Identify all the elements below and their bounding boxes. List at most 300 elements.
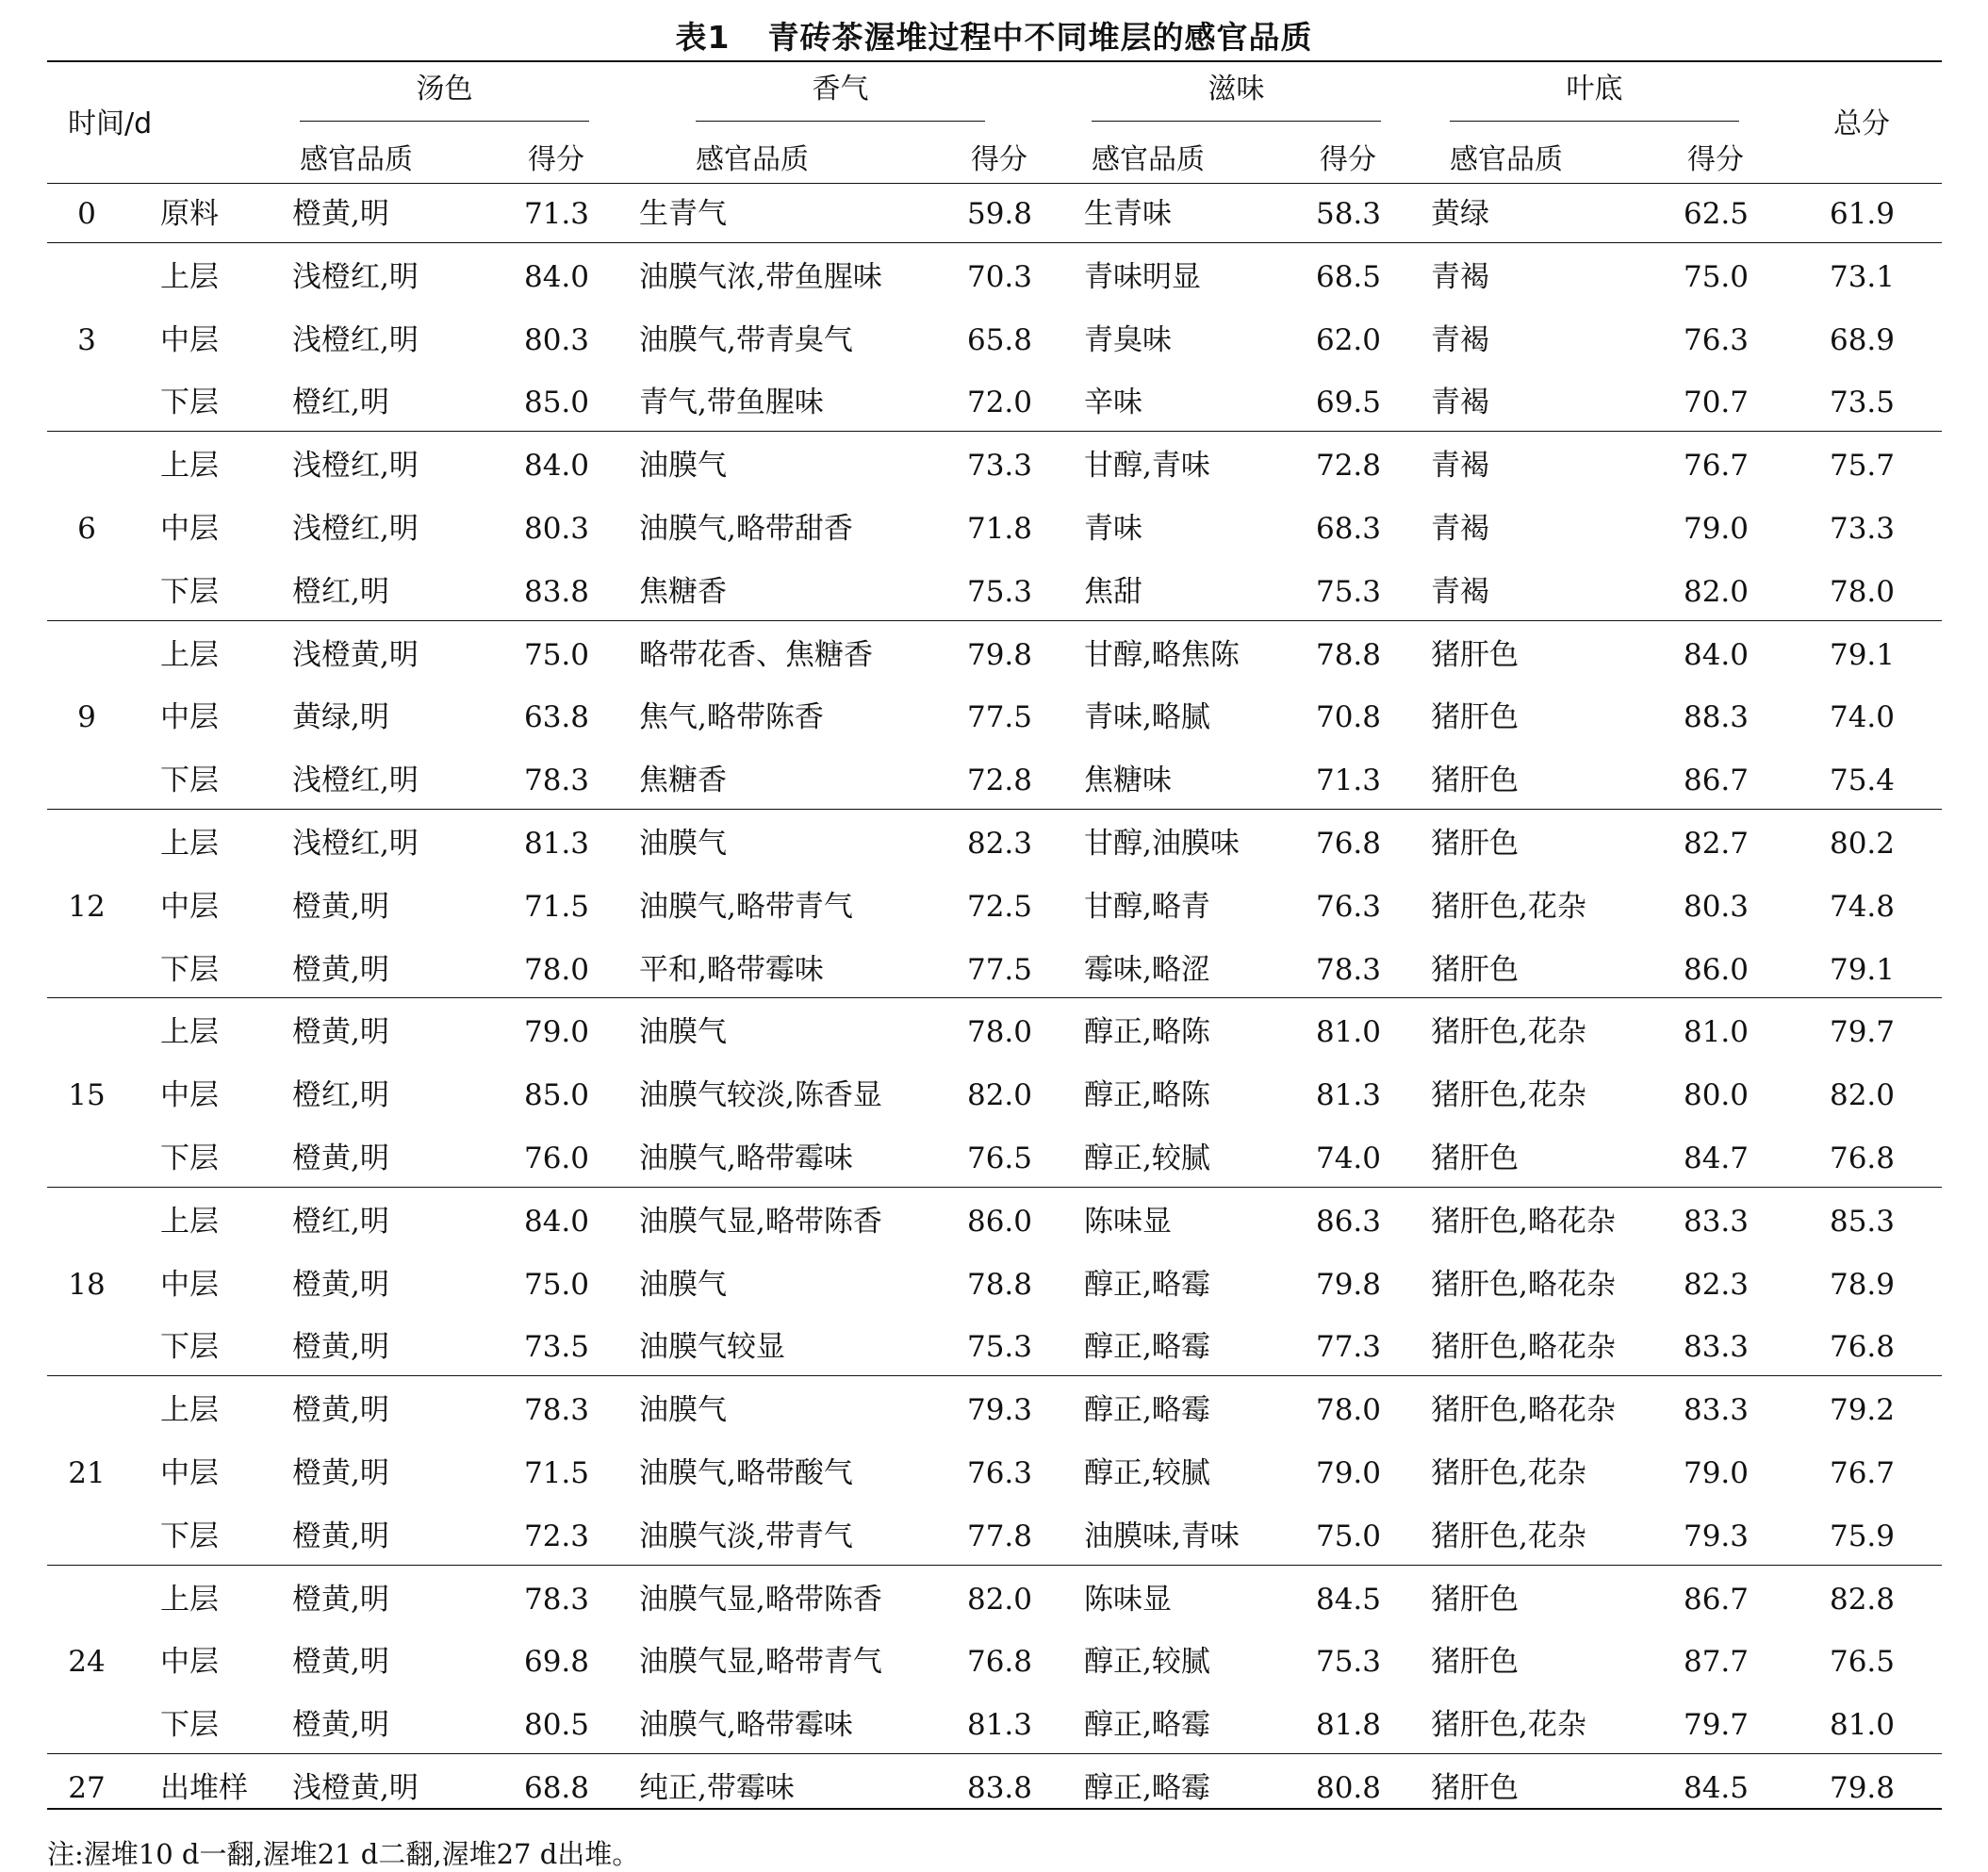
liquor-color-score: 75.0 [523, 637, 589, 672]
liquor-color-quality: 浅橙红,明 [292, 259, 419, 294]
liquor-color-score: 78.3 [523, 764, 589, 798]
aroma-score: 72.5 [966, 889, 1032, 924]
leaf-quality: 猪肝色 [1431, 764, 1519, 798]
taste-score: 68.3 [1315, 512, 1381, 546]
liquor-color-score: 85.0 [523, 1078, 589, 1113]
aroma-score: 79.3 [966, 1393, 1032, 1428]
taste-quality: 陈味显 [1084, 1204, 1172, 1239]
layer-label: 上层 [160, 1393, 219, 1428]
taste-quality: 辛味 [1084, 386, 1142, 420]
taste-quality: 油膜味,青味 [1084, 1519, 1240, 1553]
time-label: 0 [77, 197, 96, 231]
leaf-score: 84.0 [1683, 637, 1749, 672]
layer-label: 中层 [160, 1645, 219, 1680]
liquor-color-score: 72.3 [523, 1519, 589, 1553]
taste-quality: 醇正,略霉 [1084, 1393, 1210, 1428]
leaf-score: 82.0 [1683, 574, 1749, 609]
total-score: 73.1 [1829, 259, 1895, 294]
aroma-quality: 油膜气,带青臭气 [639, 322, 853, 357]
leaf-score: 70.7 [1683, 386, 1749, 420]
taste-quality: 醇正,略陈 [1084, 1015, 1210, 1050]
time-label: 12 [68, 889, 106, 924]
layer-label: 下层 [160, 1330, 219, 1365]
layer-label: 上层 [160, 637, 219, 672]
liquor-color-score: 80.5 [523, 1708, 589, 1743]
liquor-color-quality: 浅橙红,明 [292, 449, 419, 484]
layer-label: 下层 [160, 386, 219, 420]
taste-score: 74.0 [1315, 1141, 1381, 1175]
liquor-color-quality: 橙红,明 [292, 1078, 389, 1113]
group-separator [47, 431, 1942, 432]
liquor-color-quality: 浅橙红,明 [292, 322, 419, 357]
liquor-color-score: 71.5 [523, 1456, 589, 1490]
taste-quality: 陈味显 [1084, 1582, 1172, 1617]
taste-quality: 青臭味 [1084, 322, 1172, 357]
taste-quality: 醇正,略霉 [1084, 1771, 1210, 1805]
leaf-score: 83.3 [1683, 1204, 1749, 1239]
aroma-score: 83.8 [966, 1771, 1032, 1805]
leaf-quality: 猪肝色,略花杂 [1431, 1267, 1616, 1302]
total-score: 68.9 [1829, 322, 1895, 357]
leaf-quality: 黄绿 [1431, 197, 1489, 231]
liquor-color-quality: 橙黄,明 [292, 1456, 389, 1490]
taste-score: 76.3 [1315, 889, 1381, 924]
total-score: 74.0 [1829, 700, 1895, 735]
liquor-color-score: 78.3 [523, 1582, 589, 1617]
taste-quality: 醇正,略霉 [1084, 1708, 1210, 1743]
layer-label: 中层 [160, 1267, 219, 1302]
taste-score: 79.8 [1315, 1267, 1381, 1302]
aroma-score: 77.5 [966, 700, 1032, 735]
leaf-score: 86.7 [1683, 1582, 1749, 1617]
aroma-quality: 油膜气 [639, 449, 727, 484]
taste-score: 81.3 [1315, 1078, 1381, 1113]
header-sub-quality: 感官品质 [1092, 143, 1205, 176]
aroma-score: 65.8 [966, 322, 1032, 357]
taste-quality: 青味 [1084, 512, 1142, 546]
leaf-score: 84.5 [1683, 1771, 1749, 1805]
total-score: 76.8 [1829, 1330, 1895, 1365]
aroma-score: 78.8 [966, 1267, 1032, 1302]
liquor-color-score: 75.0 [523, 1267, 589, 1302]
header-sub-score: 得分 [1320, 143, 1376, 176]
total-score: 76.7 [1829, 1456, 1895, 1490]
leaf-quality: 猪肝色 [1431, 1771, 1519, 1805]
aroma-quality: 油膜气 [639, 827, 727, 861]
leaf-quality: 猪肝色 [1431, 1141, 1519, 1175]
liquor-color-score: 80.3 [523, 512, 589, 546]
liquor-color-quality: 浅橙黄,明 [292, 1771, 419, 1805]
header-group: 香气 [812, 73, 869, 106]
aroma-score: 86.0 [966, 1204, 1032, 1239]
aroma-score: 82.0 [966, 1582, 1032, 1617]
aroma-quality: 油膜气,略带甜香 [639, 512, 853, 546]
leaf-quality: 猪肝色 [1431, 637, 1519, 672]
leaf-quality: 猪肝色 [1431, 700, 1519, 735]
top-rule [47, 60, 1942, 62]
total-score: 79.1 [1829, 952, 1895, 987]
liquor-color-score: 78.0 [523, 952, 589, 987]
leaf-quality: 青褐 [1431, 449, 1489, 484]
leaf-quality: 猪肝色 [1431, 1582, 1519, 1617]
layer-label: 上层 [160, 1582, 219, 1617]
taste-quality: 醇正,较腻 [1084, 1456, 1210, 1490]
time-label: 6 [77, 512, 96, 546]
layer-label: 上层 [160, 827, 219, 861]
liquor-color-quality: 浅橙红,明 [292, 764, 419, 798]
leaf-score: 84.7 [1683, 1141, 1749, 1175]
time-label: 15 [68, 1078, 106, 1113]
total-score: 74.8 [1829, 889, 1895, 924]
liquor-color-quality: 浅橙红,明 [292, 827, 419, 861]
group-underline [696, 121, 985, 122]
table-title [0, 13, 1988, 57]
liquor-color-quality: 橙黄,明 [292, 1393, 389, 1428]
header-sub-quality: 感官品质 [300, 143, 413, 176]
layer-label: 中层 [160, 889, 219, 924]
layer-label: 下层 [160, 764, 219, 798]
aroma-score: 82.0 [966, 1078, 1032, 1113]
taste-score: 84.5 [1315, 1582, 1381, 1617]
aroma-score: 77.8 [966, 1519, 1032, 1553]
layer-label: 出堆样 [160, 1771, 248, 1805]
taste-quality: 醇正,略陈 [1084, 1078, 1210, 1113]
liquor-color-quality: 浅橙黄,明 [292, 637, 419, 672]
leaf-quality: 猪肝色,花杂 [1431, 1456, 1586, 1490]
leaf-score: 86.7 [1683, 764, 1749, 798]
leaf-quality: 猪肝色,略花杂 [1431, 1330, 1616, 1365]
time-label: 9 [77, 700, 96, 735]
time-label: 27 [68, 1771, 106, 1805]
leaf-score: 80.3 [1683, 889, 1749, 924]
leaf-score: 83.3 [1683, 1393, 1749, 1428]
layer-label: 中层 [160, 1456, 219, 1490]
taste-quality: 甘醇,油膜味 [1084, 827, 1240, 861]
aroma-score: 70.3 [966, 259, 1032, 294]
liquor-color-score: 81.3 [523, 827, 589, 861]
liquor-color-score: 80.3 [523, 322, 589, 357]
taste-quality: 焦糖味 [1084, 764, 1172, 798]
taste-score: 78.0 [1315, 1393, 1381, 1428]
taste-quality: 焦甜 [1084, 574, 1142, 609]
time-label: 3 [77, 322, 96, 357]
layer-label: 中层 [160, 700, 219, 735]
time-label: 18 [68, 1267, 106, 1302]
leaf-score: 82.7 [1683, 827, 1749, 861]
layer-label: 下层 [160, 1519, 219, 1553]
leaf-quality: 猪肝色 [1431, 952, 1519, 987]
group-separator [47, 1753, 1942, 1754]
taste-quality: 醇正,略霉 [1084, 1330, 1210, 1365]
liquor-color-quality: 橙黄,明 [292, 1015, 389, 1050]
header-time: 时间/d [68, 107, 153, 140]
aroma-quality: 油膜气显,略带青气 [639, 1645, 882, 1680]
total-score: 80.2 [1829, 827, 1895, 861]
taste-score: 79.0 [1315, 1456, 1381, 1490]
leaf-quality: 青褐 [1431, 322, 1489, 357]
liquor-color-score: 68.8 [523, 1771, 589, 1805]
aroma-score: 75.3 [966, 574, 1032, 609]
liquor-color-score: 63.8 [523, 700, 589, 735]
header-group: 滋味 [1208, 73, 1265, 106]
liquor-color-quality: 橙红,明 [292, 386, 389, 420]
total-score: 61.9 [1829, 197, 1895, 231]
group-separator [47, 1375, 1942, 1376]
layer-label: 下层 [160, 574, 219, 609]
layer-label: 下层 [160, 952, 219, 987]
layer-label: 上层 [160, 449, 219, 484]
aroma-quality: 油膜气,略带霉味 [639, 1141, 853, 1175]
taste-score: 76.8 [1315, 827, 1381, 861]
aroma-score: 59.8 [966, 197, 1032, 231]
total-score: 85.3 [1829, 1204, 1895, 1239]
header-rule [47, 183, 1942, 184]
total-score: 78.0 [1829, 574, 1895, 609]
aroma-quality: 油膜气 [639, 1015, 727, 1050]
aroma-score: 78.0 [966, 1015, 1032, 1050]
leaf-quality: 青褐 [1431, 259, 1489, 294]
total-score: 79.7 [1829, 1015, 1895, 1050]
header-sub-quality: 感官品质 [696, 143, 809, 176]
aroma-quality: 油膜气较显 [639, 1330, 785, 1365]
liquor-color-score: 78.3 [523, 1393, 589, 1428]
aroma-score: 79.8 [966, 637, 1032, 672]
total-score: 75.9 [1829, 1519, 1895, 1553]
liquor-color-score: 83.8 [523, 574, 589, 609]
taste-score: 72.8 [1315, 449, 1381, 484]
taste-score: 75.3 [1315, 1645, 1381, 1680]
liquor-color-score: 69.8 [523, 1645, 589, 1680]
taste-score: 75.0 [1315, 1519, 1381, 1553]
liquor-color-quality: 橙黄,明 [292, 1708, 389, 1743]
total-score: 79.2 [1829, 1393, 1895, 1428]
taste-score: 77.3 [1315, 1330, 1381, 1365]
aroma-quality: 纯正,带霉味 [639, 1771, 795, 1805]
liquor-color-quality: 橙红,明 [292, 1204, 389, 1239]
taste-quality: 生青味 [1084, 197, 1172, 231]
total-score: 76.8 [1829, 1141, 1895, 1175]
aroma-quality: 油膜气,略带酸气 [639, 1456, 853, 1490]
leaf-quality: 青褐 [1431, 574, 1489, 609]
aroma-quality: 油膜气显,略带陈香 [639, 1204, 882, 1239]
liquor-color-score: 84.0 [523, 259, 589, 294]
aroma-score: 81.3 [966, 1708, 1032, 1743]
total-score: 73.5 [1829, 386, 1895, 420]
leaf-score: 83.3 [1683, 1330, 1749, 1365]
aroma-quality: 生青气 [639, 197, 727, 231]
leaf-score: 80.0 [1683, 1078, 1749, 1113]
group-underline [1092, 121, 1381, 122]
aroma-quality: 油膜气较淡,陈香显 [639, 1078, 882, 1113]
total-score: 76.5 [1829, 1645, 1895, 1680]
aroma-score: 73.3 [966, 449, 1032, 484]
leaf-score: 79.0 [1683, 1456, 1749, 1490]
liquor-color-quality: 浅橙红,明 [292, 512, 419, 546]
header-sub-score: 得分 [528, 143, 584, 176]
group-separator [47, 1565, 1942, 1566]
table-caption: 青砖茶渥堆过程中不同堆层的感官品质 [767, 19, 1313, 56]
liquor-color-score: 84.0 [523, 449, 589, 484]
aroma-quality: 焦糖香 [639, 574, 727, 609]
header-group: 汤色 [416, 73, 473, 106]
taste-quality: 青味明显 [1084, 259, 1201, 294]
time-label: 21 [68, 1456, 106, 1490]
taste-score: 75.3 [1315, 574, 1381, 609]
leaf-score: 76.3 [1683, 322, 1749, 357]
aroma-quality: 油膜气浓,带鱼腥味 [639, 259, 882, 294]
group-underline [300, 121, 589, 122]
leaf-score: 79.3 [1683, 1519, 1749, 1553]
taste-score: 71.3 [1315, 764, 1381, 798]
header-sub-score: 得分 [1687, 143, 1744, 176]
leaf-quality: 猪肝色,花杂 [1431, 1015, 1586, 1050]
taste-quality: 霉味,略涩 [1084, 952, 1210, 987]
leaf-quality: 猪肝色,花杂 [1431, 1519, 1586, 1553]
taste-quality: 醇正,较腻 [1084, 1141, 1210, 1175]
time-label: 24 [68, 1645, 106, 1680]
liquor-color-score: 71.3 [523, 197, 589, 231]
taste-score: 78.3 [1315, 952, 1381, 987]
taste-score: 58.3 [1315, 197, 1381, 231]
leaf-score: 82.3 [1683, 1267, 1749, 1302]
total-score: 78.9 [1829, 1267, 1895, 1302]
total-score: 75.7 [1829, 449, 1895, 484]
taste-score: 70.8 [1315, 700, 1381, 735]
total-score: 79.1 [1829, 637, 1895, 672]
liquor-color-score: 73.5 [523, 1330, 589, 1365]
header-total: 总分 [1833, 107, 1890, 140]
aroma-quality: 青气,带鱼腥味 [639, 386, 824, 420]
taste-score: 86.3 [1315, 1204, 1381, 1239]
leaf-quality: 猪肝色,花杂 [1431, 1078, 1586, 1113]
liquor-color-quality: 橙黄,明 [292, 197, 389, 231]
liquor-color-quality: 橙黄,明 [292, 1267, 389, 1302]
aroma-score: 77.5 [966, 952, 1032, 987]
liquor-color-quality: 橙黄,明 [292, 1645, 389, 1680]
taste-score: 80.8 [1315, 1771, 1381, 1805]
total-score: 82.0 [1829, 1078, 1895, 1113]
leaf-score: 86.0 [1683, 952, 1749, 987]
leaf-quality: 猪肝色,略花杂 [1431, 1393, 1616, 1428]
group-separator [47, 620, 1942, 621]
group-separator [47, 809, 1942, 810]
total-score: 81.0 [1829, 1708, 1895, 1743]
table-note: 注:渥堆10 d一翻,渥堆21 d二翻,渥堆27 d出堆。 [47, 1838, 640, 1870]
leaf-quality: 猪肝色,略花杂 [1431, 1204, 1616, 1239]
aroma-quality: 油膜气,略带霉味 [639, 1708, 853, 1743]
group-separator [47, 242, 1942, 243]
liquor-color-quality: 橙黄,明 [292, 1141, 389, 1175]
aroma-quality: 焦糖香 [639, 764, 727, 798]
leaf-quality: 青褐 [1431, 512, 1489, 546]
liquor-color-score: 79.0 [523, 1015, 589, 1050]
taste-score: 81.8 [1315, 1708, 1381, 1743]
aroma-quality: 油膜气 [639, 1393, 727, 1428]
aroma-quality: 油膜气显,略带陈香 [639, 1582, 882, 1617]
layer-label: 中层 [160, 322, 219, 357]
aroma-score: 76.5 [966, 1141, 1032, 1175]
layer-label: 上层 [160, 259, 219, 294]
aroma-quality: 油膜气淡,带青气 [639, 1519, 853, 1553]
total-score: 79.8 [1829, 1771, 1895, 1805]
total-score: 73.3 [1829, 512, 1895, 546]
liquor-color-quality: 橙黄,明 [292, 952, 389, 987]
liquor-color-quality: 黄绿,明 [292, 700, 389, 735]
liquor-color-score: 76.0 [523, 1141, 589, 1175]
liquor-color-quality: 橙黄,明 [292, 1519, 389, 1553]
table-number: 表1 [675, 19, 731, 56]
leaf-score: 79.0 [1683, 512, 1749, 546]
aroma-quality: 略带花香、焦糖香 [639, 637, 873, 672]
leaf-score: 75.0 [1683, 259, 1749, 294]
leaf-quality: 猪肝色 [1431, 827, 1519, 861]
taste-quality: 青味,略腻 [1084, 700, 1210, 735]
aroma-score: 72.0 [966, 386, 1032, 420]
aroma-score: 71.8 [966, 512, 1032, 546]
aroma-quality: 平和,略带霉味 [639, 952, 824, 987]
taste-score: 81.0 [1315, 1015, 1381, 1050]
bottom-rule [47, 1808, 1942, 1810]
taste-score: 68.5 [1315, 259, 1381, 294]
liquor-color-quality: 橙红,明 [292, 574, 389, 609]
aroma-score: 82.3 [966, 827, 1032, 861]
taste-quality: 甘醇,青味 [1084, 449, 1210, 484]
taste-score: 69.5 [1315, 386, 1381, 420]
liquor-color-score: 71.5 [523, 889, 589, 924]
aroma-quality: 油膜气 [639, 1267, 727, 1302]
group-separator [47, 1187, 1942, 1188]
taste-quality: 甘醇,略青 [1084, 889, 1210, 924]
group-underline [1450, 121, 1739, 122]
header-group: 叶底 [1566, 73, 1623, 106]
layer-label: 下层 [160, 1141, 219, 1175]
leaf-score: 88.3 [1683, 700, 1749, 735]
layer-label: 中层 [160, 512, 219, 546]
taste-quality: 甘醇,略焦陈 [1084, 637, 1240, 672]
leaf-score: 87.7 [1683, 1645, 1749, 1680]
aroma-quality: 油膜气,略带青气 [639, 889, 853, 924]
leaf-score: 81.0 [1683, 1015, 1749, 1050]
total-score: 75.4 [1829, 764, 1895, 798]
leaf-quality: 猪肝色,花杂 [1431, 889, 1586, 924]
leaf-quality: 猪肝色 [1431, 1645, 1519, 1680]
header-sub-score: 得分 [971, 143, 1027, 176]
aroma-score: 76.3 [966, 1456, 1032, 1490]
group-separator [47, 997, 1942, 998]
header-sub-quality: 感官品质 [1450, 143, 1563, 176]
layer-label: 中层 [160, 1078, 219, 1113]
leaf-score: 79.7 [1683, 1708, 1749, 1743]
taste-quality: 醇正,较腻 [1084, 1645, 1210, 1680]
liquor-color-quality: 橙黄,明 [292, 1582, 389, 1617]
liquor-color-score: 85.0 [523, 386, 589, 420]
layer-label: 下层 [160, 1708, 219, 1743]
liquor-color-quality: 橙黄,明 [292, 889, 389, 924]
taste-quality: 醇正,略霉 [1084, 1267, 1210, 1302]
aroma-score: 75.3 [966, 1330, 1032, 1365]
layer-label: 原料 [160, 197, 219, 231]
taste-score: 62.0 [1315, 322, 1381, 357]
aroma-quality: 焦气,略带陈香 [639, 700, 824, 735]
leaf-quality: 青褐 [1431, 386, 1489, 420]
layer-label: 上层 [160, 1015, 219, 1050]
leaf-score: 76.7 [1683, 449, 1749, 484]
layer-label: 上层 [160, 1204, 219, 1239]
total-score: 82.8 [1829, 1582, 1895, 1617]
liquor-color-quality: 橙黄,明 [292, 1330, 389, 1365]
liquor-color-score: 84.0 [523, 1204, 589, 1239]
aroma-score: 72.8 [966, 764, 1032, 798]
